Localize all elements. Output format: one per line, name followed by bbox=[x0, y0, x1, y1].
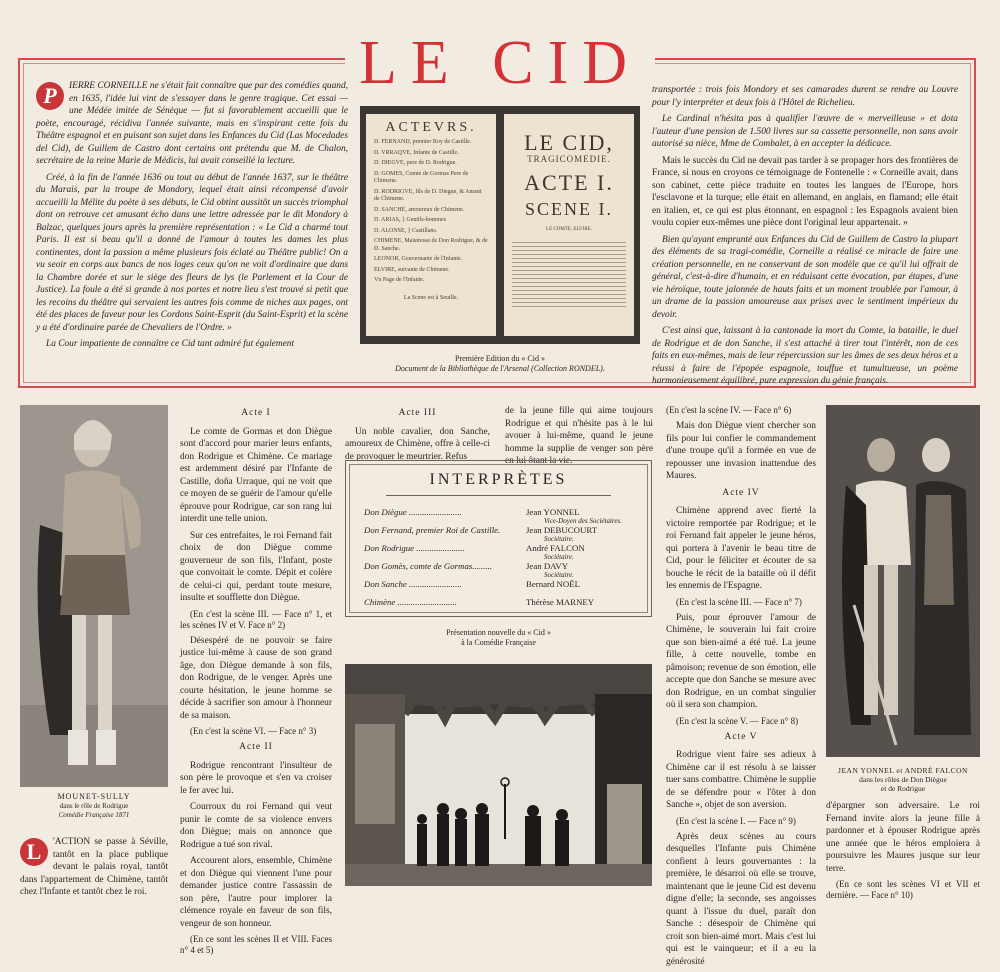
yonnel-falcon-roles-1: dans les rôles de Don Diègue bbox=[859, 775, 947, 784]
book-title: LE CID, bbox=[524, 130, 614, 155]
cast-divider bbox=[386, 495, 611, 496]
acte-3-heading: Acte III bbox=[398, 408, 437, 418]
cast-actor: Jean YONNEL bbox=[526, 507, 580, 517]
book-cast-line: D. ARIAS, } Gentils-hommes bbox=[374, 217, 447, 223]
book-caption bbox=[345, 354, 655, 374]
cast-row bbox=[364, 507, 632, 525]
acte-5-face-ref-2: (En ce sont les scènes VI et VII et dernière. — Face n° 10) bbox=[826, 879, 980, 900]
acte-5-paragraph-1: Rodrigue vient faire ses adieux à Chimène car il est résolu à se laisser tuer sans combattre. Chimène le supplie de se défendre pour « l'ôter à don Sanche », objet de son aversion. bbox=[666, 750, 816, 810]
cast-box bbox=[345, 460, 652, 617]
cast-actor: Thérèse MARNEY bbox=[526, 597, 595, 607]
first-edition-photo bbox=[360, 106, 640, 344]
cast-title: INTERPRÈTES bbox=[429, 471, 568, 488]
cast-row bbox=[364, 543, 632, 561]
book-cast-line: CHIMENE, Maistresse de Don Rodrigue, & de D. Sanche. bbox=[374, 238, 488, 252]
book-cast-line: D. VRRAQVE, Infante de Castille. bbox=[374, 149, 459, 156]
acte-3-paragraph-2: de la jeune fille qui aime toujours Rodrigue et qui n'hésite pas à le lui avouer à lui-même, quand le jeune homme la supplie de venger son père en lui ôtant la vie. bbox=[505, 406, 653, 466]
stage-caption-line2: à la Comédie Française bbox=[461, 638, 536, 647]
book-text-lines bbox=[512, 239, 626, 309]
book-cast-line: D. FERNAND, premier Roy de Castille. bbox=[374, 139, 472, 145]
stage-photo bbox=[345, 664, 652, 886]
stage-caption bbox=[345, 628, 652, 648]
intro-paragraph-3: La Cour impatiente de connaître ce Cid tant admiré fut également bbox=[46, 339, 295, 349]
book-cast-list bbox=[374, 139, 488, 285]
acte-4-face-ref-1: (En c'est la scène III. — Face n° 7) bbox=[676, 596, 802, 607]
acte-5-face-ref-1: (En c'est la scène I. — Face n° 9) bbox=[676, 815, 796, 826]
acte-1-paragraph-2: Sur ces entrefaites, le roi Fernand fait choix de don Diègue comme gouverneur de son fils, l'Infant, poste que convoitait le comte. Dépit et colère de celui-ci qui, perdant toute mesure, insulte et soufflette don Diègue. bbox=[180, 530, 332, 603]
book-scene-note: La Scene est à Seuille. bbox=[403, 294, 459, 301]
acte-4-paragraph-1: Chimène apprend avec fierté la victoire remportée par Rodrigue; et le roi Fernand fait appeler le jeune héros, qui portera à l'avenir le beau titre de Cid, pour le féliciter et écouter de sa bouche le récit de la bataille où il défit les ennemis de l'Espagne. bbox=[666, 506, 816, 591]
acte-5-ending-column bbox=[826, 800, 980, 905]
book-caption-line1: Première Edition du « Cid » bbox=[455, 354, 545, 363]
acte-2-heading: Acte II bbox=[239, 742, 273, 752]
cast-role: Don Fernand, premier Roi de Castille. bbox=[364, 525, 501, 535]
acte-1-face-ref-2: (En c'est la scène VI. — Face n° 3) bbox=[190, 726, 317, 736]
cast-row bbox=[364, 525, 632, 543]
intro-right-paragraph-4: Bien qu'ayant emprunté aux Enfances du Cid de Guillem de Castro la plupart des éléments de sa tragi-comédie, Corneille a réalisé ce miracle de faire une création personnelle, en ne conservant de son modèle que ce qu'il lui offrait de général, c'est-à-dire d'humain, et en réduisant cette évocation, par étapes, d'une vie héroïque, toute jalonnée de hauts faits et un moment troublée par l'amour, à un drame de la passion amoureuse aux prises avec le sentiment impérieux du devoir. bbox=[652, 234, 958, 320]
mounet-sully-date: Comédie Française 1871 bbox=[58, 811, 130, 819]
book-cast-line: LEONOR, Gouvernante de l'Infante. bbox=[374, 256, 463, 262]
book-right-page bbox=[504, 114, 634, 336]
acte-2-paragraph-3: Accourent alors, ensemble, Chimène et don Diègue qui viennent l'une pour demander justice contre l'assassin de son père, l'autre pour implorer la clémence royale en faveur de son fils, vengeur de son honneur. bbox=[180, 856, 332, 929]
acte-5-paragraph-3: d'épargner son adversaire. Le roi Fernand invite alors la jeune fille à pardonner et à épouser Rodrigue après une année que le héros emploiera à poursuivre les Maures jusque sur leur terre. bbox=[826, 801, 980, 874]
acte-3-face-ref: (En c'est la scène IV. — Face n° 6) bbox=[666, 405, 792, 415]
acts-4-5-column bbox=[666, 405, 816, 972]
stage-caption-line1: Présentation nouvelle du « Cid » bbox=[446, 628, 551, 637]
acte-2-face-ref: (En ce sont les scènes II et VIII. Faces n° 4 et 5) bbox=[180, 934, 332, 955]
book-cast-line: D. RODRIGVE, fils de D. Diegue, & Amant de Chimene. bbox=[374, 188, 482, 202]
cast-row bbox=[364, 597, 632, 607]
cast-actor-status: Sociétaire. bbox=[544, 553, 574, 561]
acte-1-heading: Acte I bbox=[241, 408, 271, 418]
intro-right-column bbox=[652, 84, 958, 392]
cast-actor: André FALCON bbox=[526, 543, 585, 553]
acte-2-paragraph-2: Courroux du roi Fernand qui veut punir le comte de sa violence envers don Diègue; mais on annonce que Rodrigue a tué son rival. bbox=[180, 802, 332, 850]
book-left-page bbox=[366, 114, 496, 336]
yonnel-falcon-roles-2: et de Rodrigue bbox=[880, 784, 926, 793]
mounet-sully-photo bbox=[20, 405, 168, 787]
book-cast-line: D. ALONSE, } Castillans. bbox=[374, 227, 438, 234]
book-cast-line: D. SANCHE, amoureux de Chimene. bbox=[374, 206, 465, 213]
yonnel-falcon-photo bbox=[826, 405, 980, 757]
intro-right-paragraph-2: Le Cardinal n'hésita pas à qualifier l'œuvre de « merveilleuse » et dota l'auteur d'une pension de 1.500 livres sur sa cassette personnelle, non sans avoir autorisé sa nièce, Mme de Combalet, à en accepter la dédicace. bbox=[652, 114, 958, 149]
cast-role: Don Diègue ........................ bbox=[364, 507, 462, 517]
drop-cap-p: P bbox=[36, 82, 64, 110]
mounet-sully-role: dans le rôle de Rodrigue bbox=[59, 802, 129, 810]
intro-right-paragraph-1: transportée : trois fois Mondory et ses camarades durent se rendre au Louvre pour l'y interpréter et deux fois à l'Hôtel de Richelieu. bbox=[652, 85, 958, 108]
action-paragraph bbox=[20, 836, 168, 903]
acte-1-paragraph-1: Le comte de Gormas et don Diègue sont d'accord pour marier leurs enfants, don Rodrigue et Chimène. Ce mariage est ardemment désiré par l'Infante de Castille, doña Urraque, qui ne voit que ce moyen de se guérir de l'amour qu'elle éprouve pour Rodrigue, car son rang lui interdit une telle union. bbox=[180, 426, 332, 524]
book-subtitle: TRAGICOMEDIE. bbox=[527, 154, 611, 164]
book-caption-line2: Document de la Bibliothèque de l'Arsenal (Collection RONDEL). bbox=[395, 364, 605, 373]
cast-actor-status: Sociétaire. bbox=[544, 535, 574, 543]
book-actors-heading: ACTEVRS. bbox=[385, 120, 477, 135]
acte-3-paragraph-3: Mais don Diègue vient chercher son fils pour lui confier le commandement d'une troupe qu'il a formée en vue de repousser une invasion inattendue des Maures. bbox=[666, 421, 816, 481]
cast-actor-status: Vice-Doyen des Sociétaires. bbox=[544, 517, 622, 525]
book-cast-line: ELVIRE, suivante de Chimene. bbox=[374, 266, 450, 273]
intro-right-paragraph-5: C'est ainsi que, laissant à la cantonade la mort du Comte, la bataille, le duel de Rodrigue et de don Sanche, il s'est attaché à tirer tout l'intérêt, non de ces faits en eux-mêmes, mais de leur répercussion sur les âmes de ses deux héros et a réussi à faire de l'épopée espagnole, touffue et tumultueuse, un poème harmonieusement équilibré, pure expression du génie français. bbox=[652, 326, 958, 386]
book-scene: SCENE I. bbox=[525, 198, 613, 219]
acts-1-2-column bbox=[180, 405, 332, 960]
page-title: LE CID bbox=[358, 29, 642, 97]
cast-role: Don Gomès, comte de Gormas......... bbox=[364, 561, 493, 571]
cast-actor: Jean DEBUCOURT bbox=[526, 525, 598, 535]
acte-5-heading: Acte V bbox=[724, 731, 758, 742]
acte-5-paragraph-2: Après deux scènes au cours desquelles l'Infante puis Chimène confient à leurs gouvernantes : la première, le désarroi où elle se trouve, maintenant que le jeune Cid est devenu digne d'elle; la seconde, ses angoisses quant à l'issue du duel, paraît don Sanche : désespoir de Chimène qui croit son bien-aimé mort. Mais c'est lui qui est le vainqueur; et il a eu la générosité bbox=[666, 831, 816, 967]
acte-4-paragraph-2: Puis, pour éprouver l'amour de Chimène, le souverain lui fait croire que son bien-aimé a été tué. La jeune fille, à cette nouvelle, tombe en pâmoison; revenue de son émotion, elle accepte que don Sanche se mesure avec don Rodrigue, en un combat singulier où il sera son champion. bbox=[666, 612, 816, 710]
cast-role: Chimène ........................... bbox=[364, 597, 457, 607]
intro-left-column bbox=[36, 80, 348, 355]
action-text: 'ACTION se passe à Séville, tantôt en la place publique devant le palais royal, tantôt dans l'appartement de Chimène, tantôt chez l'Infante et tantôt chez le roi. bbox=[20, 837, 168, 897]
intro-right-paragraph-3: Mais le succès du Cid ne devait pas tarder à se propager hors des frontières de France, si nous en croyons ce témoignage de Fontenelle : « Corneille avait, dans son cabinet, cette pièce traduite en toutes les langues de l'Europe, hors l'esclavone et la turque; elle était en allemand, en anglais, en flamand; elle était en italien, et, ce qui est plus étonnant, en espagnol : les Espagnols avaient bien voulu copier eux-mêmes une pièce dont l'original leur appartenait. » bbox=[652, 155, 958, 228]
acte-2-paragraph-1: Rodrigue rencontrant l'insulteur de son père le provoque et s'en va croiser le fer avec lui. bbox=[180, 760, 332, 796]
cast-row bbox=[364, 579, 632, 589]
drop-cap-l: L bbox=[20, 838, 48, 866]
book-scene-persons: LE COMTE, ELVIRE. bbox=[546, 226, 592, 232]
book-cast-line: Vn Page de l'Infante. bbox=[374, 277, 425, 283]
acte-1-face-ref-1: (En c'est la scène III. — Face n° 1, et les scènes IV et V. Face n° 2) bbox=[180, 608, 332, 630]
book-act: ACTE I. bbox=[524, 169, 614, 195]
cast-actor: Bernard NOËL bbox=[526, 579, 580, 589]
cast-role: Don Sanche ........................ bbox=[364, 579, 462, 589]
intro-paragraph-1: IERRE CORNEILLE ne s'était fait connaître que par des comédies quand, en 1635, l'idée lui vint de s'essayer dans le genre tragique. Cet essai — une Médée imitée de Sénèque — fut si favorablement accueilli que le poète, encouragé, récidiva l'année suivante, mais en s'inspirant cette fois du Théâtre espagnol et en puisant son sujet dans les Enfances du Cid (Las Mocedades del Cid), de Guillem de Castro dont certains ont prétendu que M. de Chalon, secrétaire de la reine Marie de Médicis, lui avait conseillé la lecture. bbox=[36, 81, 348, 166]
acte-1-paragraph-3: Désespéré de ne pouvoir se faire justice lui-même à cause de son grand âge, don Diègue demande à son fils, don Rodrigue, de le venger. Après une courte hésitation, le jeune homme se décide à sacrifier son amour à l'honneur de sa maison. bbox=[180, 635, 332, 721]
acte-4-heading: Acte IV bbox=[722, 487, 760, 498]
yonnel-falcon-caption bbox=[826, 766, 980, 793]
acte-3-paragraph-1: Un noble cavalier, don Sanche, amoureux de Chimène, offre à celle-ci de provoquer le meurtrier. Refus bbox=[345, 426, 490, 462]
acte-3-column-a bbox=[345, 405, 490, 467]
cast-row bbox=[364, 561, 632, 579]
intro-paragraph-2: Créé, à la fin de l'année 1636 ou tout au début de l'année 1637, sur le théâtre du Marais, par la troupe de Mondory, lequel était ainsi récompensé d'avoir accueilli la Mélite du poète à ses débuts, le Cid obtint aussitôt un succès triomphal dont on retrouve cet amusant écho dans une lettre adressée par le dit Mondory à Balzac, quelques jours après la première représentation : « Le Cid a charmé tout Paris. Il est si beau qu'il a donné de l'amour à toutes les dames les plus continentes, dont la passion a même plusieurs fois éclaté au Théâtre public! On a vu seoir en corps aux bancs de nos loges ceux qu'on ne voit d'ordinaire que dans la Chambre dorée et sur le siège des fleurs de lys (le Parlement et la Cour de Justice). La foule a été si grande à nos portes et notre lieu s'est trouvé si petit que les recoins du théâtre qui servaient les autres fois comme de niches aux pages, ont été des places de faveur pour les Cordons Saint-Esprit (du Saint-Esprit) et la scène y a été d'ordinaire parée de Chevaliers de l'Ordre. » bbox=[36, 172, 348, 333]
book-cast-line: D. GOMES, Comte de Gormas Pere de Chimene. bbox=[374, 170, 469, 184]
cast-role: Don Rodrigue ...................... bbox=[364, 543, 465, 553]
cast-actor: Jean DAVY bbox=[526, 561, 569, 571]
book-cast-line: D. DIEGVE, pere de D. Rodrigue. bbox=[374, 160, 457, 166]
cast-actor-status: Sociétaire. bbox=[544, 571, 574, 579]
mounet-sully-name: MOUNET-SULLY bbox=[57, 792, 131, 801]
mounet-sully-caption bbox=[20, 792, 168, 820]
yonnel-falcon-names: JEAN YONNEL et ANDRÉ FALCON bbox=[838, 766, 968, 775]
acte-4-face-ref-2: (En c'est la scène V. — Face n° 8) bbox=[676, 715, 799, 726]
